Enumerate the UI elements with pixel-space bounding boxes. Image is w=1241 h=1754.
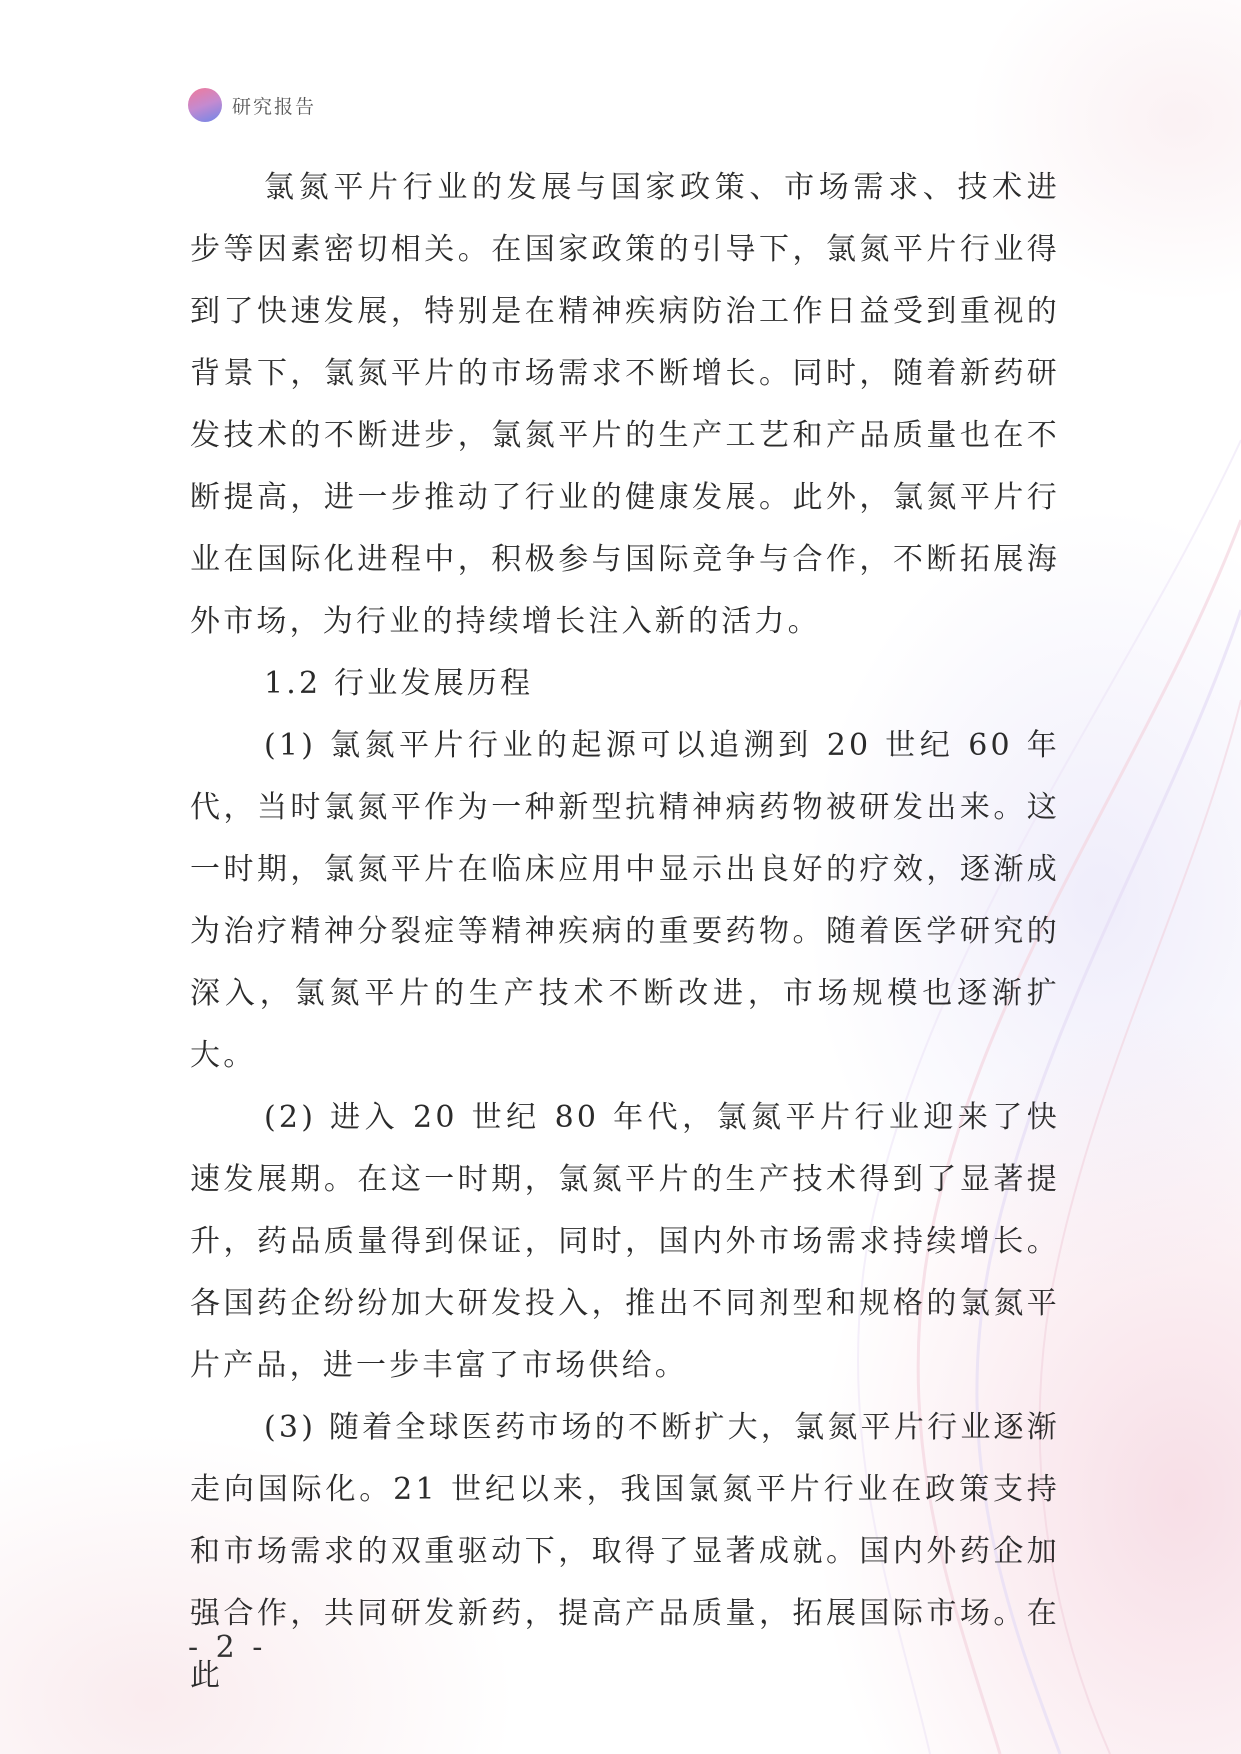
header-label: 研究报告 [232, 95, 317, 118]
page-number: - 2 - [188, 1630, 267, 1665]
paragraph-intro: 氯氮平片行业的发展与国家政策、市场需求、技术进步等因素密切相关。在国家政策的引导下，氯氮平片行业得到了快速发展，特别是在精神疾病防治工作日益受到重视的背景下，氯氮平片的市场需求不断增长。同时，随着新药研发技术的不断进步，氯氮平片的生产工艺和产品质量也在不断提高，进一步推动了行业的健康发展。此外，氯氮平片行业在国际化进程中，积极参与国际竞争与合作，不断拓展海外市场，为行业的持续增长注入新的活力。 [190, 170, 1060, 639]
section-heading: 1.2 行业发展历程 [264, 666, 534, 701]
paragraph-history-2: (2) 进入 20 世纪 80 年代，氯氮平片行业迎来了快速发展期。在这一时期，氯氮平片的生产技术得到了显著提升，药品质量得到保证，同时，国内外市场需求持续增长。各国药企纷纷加大研发投入，推出不同剂型和规格的氯氮平片产品，进一步丰富了市场供给。 [190, 1100, 1060, 1383]
report-header [188, 88, 316, 122]
paragraph-history-3: (3) 随着全球医药市场的不断扩大，氯氮平片行业逐渐走向国际化。21 世纪以来，我国氯氮平片行业在政策支持和市场需求的双重驱动下，取得了显著成就。国内外药企加强合作，共同研发新药，提高产品质量，拓展国际市场。在此 [190, 1410, 1060, 1693]
paragraph-history-1: (1) 氯氮平片行业的起源可以追溯到 20 世纪 60 年代，当时氯氮平作为一种新型抗精神病药物被研发出来。这一时期，氯氮平片在临床应用中显示出良好的疗效，逐渐成为治疗精神分裂症等精神疾病的重要药物。随着医学研究的深入，氯氮平片的生产技术不断改进，市场规模也逐渐扩大。 [190, 728, 1060, 1073]
report-logo-icon [188, 88, 222, 122]
document-body [190, 157, 1060, 1707]
